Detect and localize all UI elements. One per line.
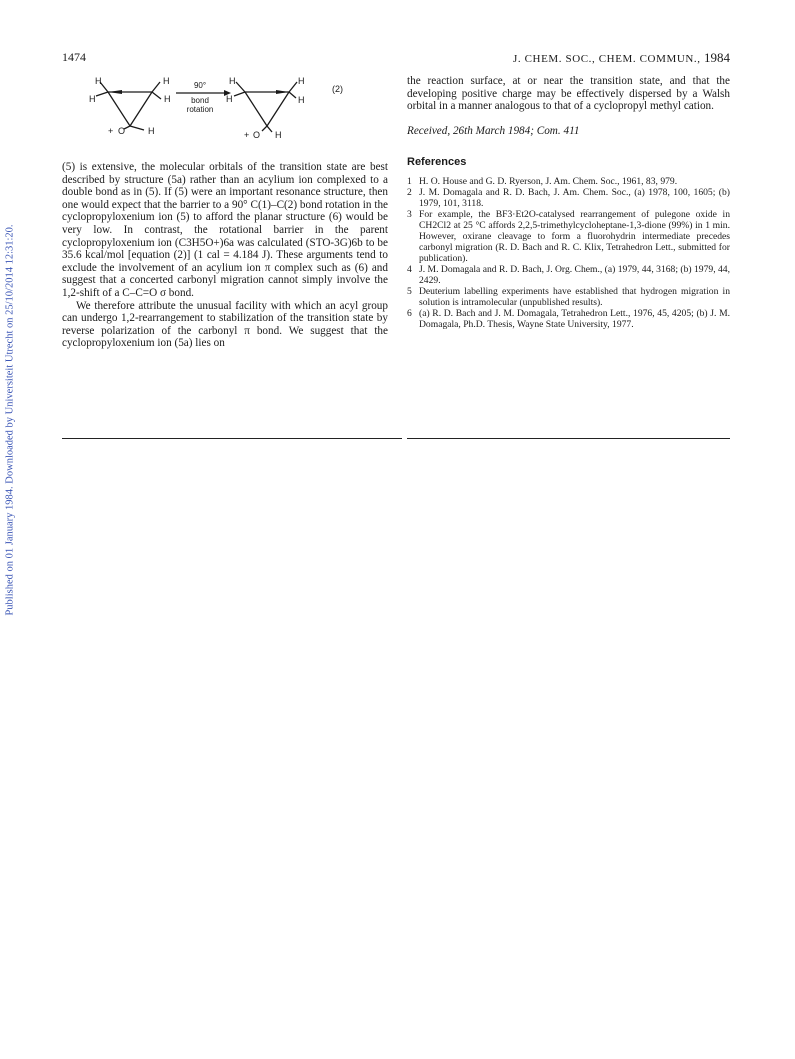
atom-h: H — [163, 76, 170, 86]
reference-item — [407, 176, 730, 187]
charge-plus: + — [108, 126, 114, 136]
atom-h: H — [229, 76, 236, 86]
atom-h: H — [275, 130, 282, 140]
atom-o: O — [253, 130, 261, 140]
body-paragraph: We therefore attribute the unusual facility with which an acyl group can undergo 1,2-rearrangement to stabilization of the transition state by reverse polarization of the carbonyl π bond. We suggest that the cyclopropyloxenium ion (5a) lies on — [62, 299, 388, 350]
atom-h: H — [89, 94, 96, 104]
reference-text: J. M. Domagala and R. D. Bach, J. Am. Chem. Soc., (a) 1978, 100, 1605; (b) 1979, 101, 3118. — [419, 186, 730, 209]
reference-text: H. O. House and G. D. Ryerson, J. Am. Chem. Soc., 1961, 83, 979. — [419, 175, 678, 187]
right-column — [407, 75, 730, 330]
body-paragraph: (5) is extensive, the molecular orbitals of the transition state are best described by structure (5a) rather than an acylium ion complexed to a double bond as in (5). If (5) were an important resonance structure, then one would expect that the barrier to a 90° C(1)–C(2) bond rotation in the cyclopropyloxenium ion (5) to afford the planar structure (6) would be very low. In contrast, the rotational barrier in the parent cyclopropyloxenium ion (C3H5O+)6a was calculated (STO-3G)6b to be 35.6 kcal/mol [equation (2)] (1 cal = 4.184 J). These arguments tend to exclude the involvement of an acylium ion π complex such as (6) and suggest that a concerted carbonyl migration cannot simply involve the 1,2-shift of a C–C=O σ bond. — [62, 161, 388, 299]
reference-item — [407, 209, 730, 264]
references-heading: References — [407, 156, 467, 169]
received-date: Received, 26th March 1984; Com. 411 — [407, 124, 580, 137]
reference-item — [407, 286, 730, 308]
reference-text: (a) R. D. Bach and J. M. Domagala, Tetrahedron Lett., 1976, 45, 4205; (b) J. M. Domagala, Ph.D. Thesis, Wayne State University, 1977. — [419, 307, 730, 330]
reference-number: 6 — [407, 307, 412, 319]
journal-running-head — [513, 50, 730, 66]
reference-item — [407, 187, 730, 209]
page-header — [62, 50, 730, 66]
reference-text: J. M. Domagala and R. D. Bach, J. Org. Chem., (a) 1979, 44, 3168; (b) 1979, 44, 2429. — [419, 263, 730, 286]
reference-item — [407, 264, 730, 286]
download-watermark — [0, 200, 20, 640]
bottom-rule — [407, 438, 730, 439]
reference-number: 2 — [407, 186, 412, 198]
atom-o: O — [118, 126, 126, 136]
atom-h: H — [298, 76, 305, 86]
equation-number: (2) — [332, 84, 343, 94]
journal-title: J. CHEM. SOC., CHEM. COMMUN., — [513, 53, 701, 65]
reference-number: 4 — [407, 263, 412, 275]
reference-number: 1 — [407, 175, 412, 187]
reference-number: 5 — [407, 285, 412, 297]
atom-h: H — [164, 94, 171, 104]
atom-h: H — [148, 126, 155, 136]
reaction-scheme-equation-2 — [86, 72, 386, 148]
charge-plus: + — [244, 130, 250, 140]
atom-h: H — [298, 95, 305, 105]
arrow-label-angle: 90° — [193, 81, 207, 90]
reference-number: 3 — [407, 208, 412, 220]
reference-text: Deuterium labelling experiments have established that hydrogen migration in solution is intramolecular (unpublished results). — [419, 285, 730, 308]
bottom-rule — [62, 438, 402, 439]
download-watermark-text: Published on 01 January 1984. Downloaded by Universiteit Utrecht on 25/10/2014 12:31:20. — [4, 224, 16, 616]
arrow-label-bond: bond — [191, 96, 209, 105]
body-paragraph: the reaction surface, at or near the transition state, and that the developing positive charge may be effectively dispersed by a Walsh orbital in a manner analogous to that of a cyclopropyl methyl cation. — [407, 75, 730, 113]
left-column — [62, 161, 388, 350]
page-number: 1474 — [62, 50, 86, 64]
atom-h: H — [95, 76, 102, 86]
arrow-label-rotation: rotation — [186, 105, 214, 114]
atom-h: H — [226, 94, 233, 104]
journal-year: 1984 — [704, 50, 730, 65]
reference-item — [407, 308, 730, 330]
reference-text: For example, the BF3·Et2O-catalysed rearrangement of pulegone oxide in CH2Cl2 at 25 °C affords 2,2,5-trimethylcycloheptane-1,3-dione (99%) in 1 min. However, oxirane cleavage to form a fluorohydrin intermediate precedes carbonyl migration (R. D. Bach and R. C. Klix, Tetrahedron Lett., submitted for publication). — [419, 208, 730, 264]
references-list — [407, 176, 730, 330]
